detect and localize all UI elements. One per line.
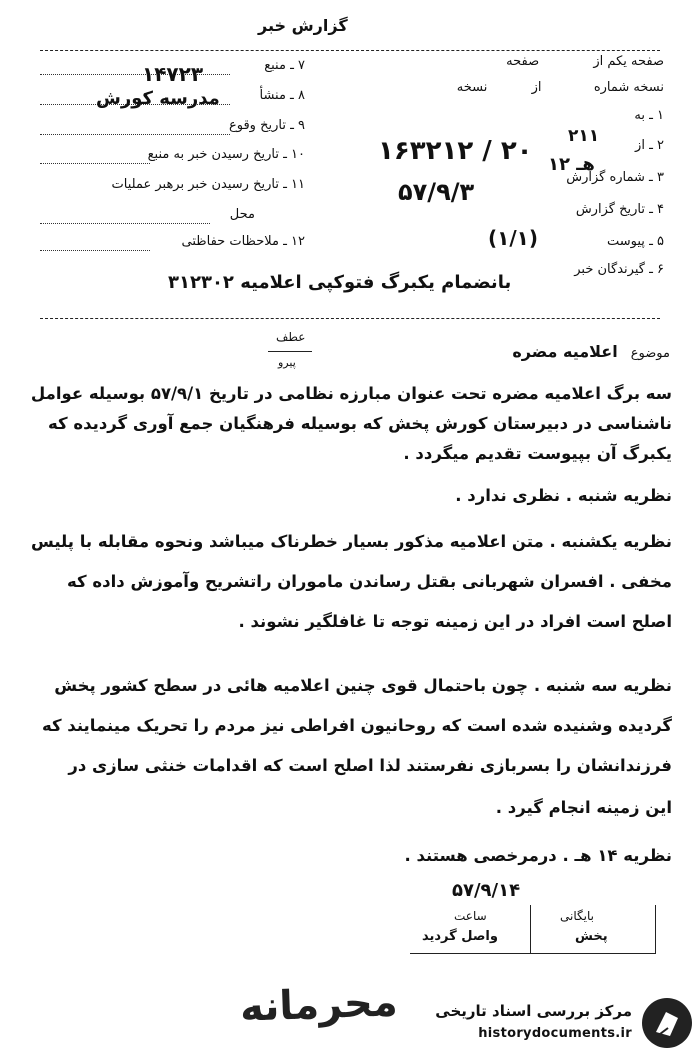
form-row-operations-date: ۱۱ ـ تاریخ رسیدن خبر برهبر عملیات (111, 177, 305, 192)
form-row-attachment: ۵ ـ پیوست (607, 234, 664, 249)
underline-location (40, 223, 210, 224)
body-line-7: اصلح است افراد در این زمینه توجه تا غافلگیر نشوند . (238, 612, 672, 631)
body-line-5: نظریه یکشنبه . متن اعلامیه مذکور بسیار خطرناک میباشد ونحوه مقابله با پلیس (31, 532, 672, 551)
underline-source-date (40, 163, 150, 164)
stamp-col-distribution: پخش (575, 929, 608, 944)
body-line-11: این زمینه انجام گیرد . (495, 798, 672, 817)
top-rule (40, 50, 660, 51)
stamp-col-received: واصل گردید (422, 929, 498, 944)
handwritten-from: ۲۱۱ (568, 126, 600, 146)
watermark-url: historydocuments.ir (478, 1026, 632, 1041)
form-row-event-date: ۹ ـ تاریخ وقوع (228, 118, 305, 133)
underline-event-date (40, 134, 230, 135)
stamp-date: ۵۷/۹/۱۴ (452, 880, 521, 901)
form-row-to: ۱ ـ به (634, 108, 664, 123)
form-row-location: محل (229, 207, 255, 222)
handwritten-attachment: (۱/۱) (488, 226, 538, 250)
receipt-stamp (410, 905, 656, 954)
stamp-col-time: ساعت (454, 909, 487, 923)
stamp-col-archive: بایگانی (560, 909, 594, 923)
body-line-3: یکبرگ آن بپیوست تقدیم میگردد . (403, 444, 672, 463)
atf-label: عطف (276, 330, 306, 344)
form-row-recipients: ۶ ـ گیرندگان خبر (574, 262, 664, 277)
classification-mark: محرمانه (239, 979, 399, 1031)
form-row-report-date: ۴ ـ تاریخ گزارش (575, 202, 664, 217)
body-line-9: گردیده وشنیده شده است که روحانیون افراطی نیز مردم را تحریک مینمایند که (41, 716, 672, 735)
form-row-origin: ۸ ـ منشأ (259, 88, 305, 103)
document-title: گزارش خبر (258, 16, 348, 35)
body-line-12: نظریه ۱۴ هـ . درمرخصی هستند . (404, 846, 672, 865)
body-line-4: نظریه شنبه . نظری ندارد . (455, 486, 672, 505)
archive-logo-icon (642, 998, 692, 1048)
body-line-8: نظریه سه شنبه . چون باحتمال قوی چنین اعلامیه هائی در سطح کشور پخش (54, 676, 672, 695)
peyro-label: پیرو (278, 356, 296, 369)
subject-value: اعلامیه مضره (512, 342, 618, 361)
body-line-10: فرزندانشان را بسربازی نفرستند لذا اصلح است که اقدامات خنثی سازی در (68, 756, 672, 775)
copy-label: نسخه شماره از نسخه (456, 80, 664, 95)
attachment-line: بانضمام یکبرگ فتوکپی اعلامیه ۳۱۲۳۰۲ (168, 272, 512, 293)
body-line-2: ناشناسی در دبیرستان کورش پخش که بوسیله فرهنگیان جمع آوری گردیده که (48, 414, 672, 433)
underline-security (40, 250, 150, 251)
handwritten-number: ۱۶۳۲۱۲ / ۲۰ (378, 136, 533, 166)
watermark (400, 992, 698, 1056)
middle-rule (40, 318, 660, 319)
form-row-report-number: ۳ ـ شماره گزارش (566, 170, 664, 185)
handwritten-date: ۵۷/۹/۳ (398, 178, 475, 206)
handwritten-origin: مدرسه کورش (96, 88, 220, 109)
atf-divider (268, 351, 312, 352)
subject-label: موضوع (630, 346, 670, 361)
form-row-source-date: ۱۰ ـ تاریخ رسیدن خبر به منبع (147, 147, 305, 162)
handwritten-report-no: ۱۲ هـ (548, 154, 595, 175)
form-row-source: ۷ ـ منبع (264, 58, 305, 73)
form-row-from: ۲ ـ از (635, 138, 664, 153)
subject-line (512, 342, 670, 361)
page-label: صفحه یکم از صفحه (506, 54, 664, 69)
handwritten-source: ۱۴۷۲۳ (142, 62, 204, 86)
watermark-org: مرکز بررسی اسناد تاریخی (435, 1002, 632, 1020)
form-row-security-notes: ۱۲ ـ ملاحظات حفاظتی (181, 234, 305, 249)
body-line-6: مخفی . افسران شهربانی بقتل رساندن ماموران راتشریح وآموزش داده که (67, 572, 672, 591)
body-line-1: سه برگ اعلامیه مضره تحت عنوان مبارزه نظامی در تاریخ ۵۷/۹/۱ بوسیله عوامل (30, 384, 672, 403)
